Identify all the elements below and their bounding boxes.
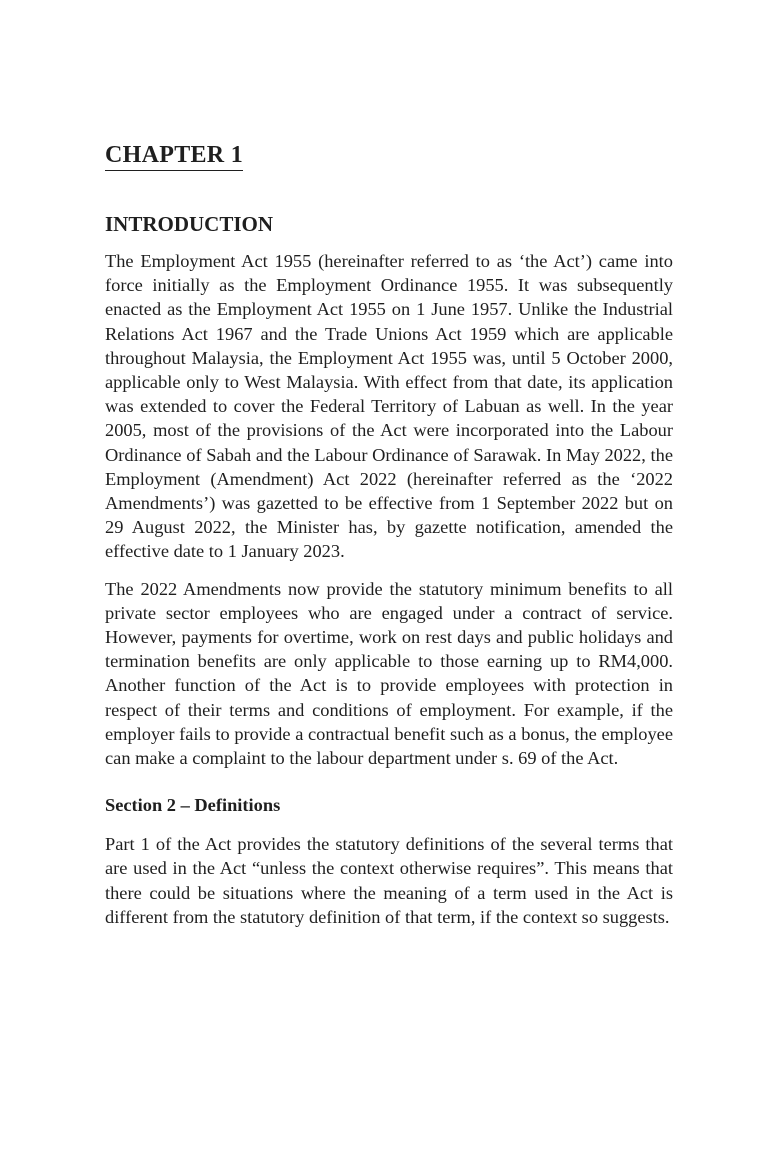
section-2-heading: Section 2 – Definitions [105,795,281,816]
section-2-paragraph-1: Part 1 of the Act provides the statutory definitions of the several terms that are used in the Act “unless the context otherwise requires”. This means that there could be situations where the meaning of a term used in the Act is different from the statutory definition of that term, if the context so suggests. [105,834,673,927]
document-page [105,140,673,942]
introduction-heading: INTRODUCTION [105,212,274,236]
introduction-paragraph-1: The Employment Act 1955 (hereinafter referred to as ‘the Act’) came into force initially as the Employment Ordinance 1955. It was subsequently enacted as the Employment Act 1955 on 1 June 1957. Unlike the Industrial Relations Act 1967 and the Trade Unions Act 1959 which are applicable throughout Malaysia, the Employment Act 1955 was, until 5 October 2000, applicable only to West Malaysia. With effect from that date, its application was extended to cover the Federal Territory of Labuan as well. In the year 2005, most of the provisions of the Act were incorporated into the Labour Ordinance of Sabah and the Labour Ordinance of Sarawak. In May 2022, the Employment (Amendment) Act 2022 (hereinafter referred as the ‘2022 Amendments’) was gazetted to be effective from 1 September 2022 but on 29 August 2022, the Minister has, by gazette notification, amended the effective date to 1 January 2023. [105,251,673,562]
chapter-title: CHAPTER 1 [105,140,243,171]
introduction-paragraph-2: The 2022 Amendments now provide the statutory minimum benefits to all private sector employees who are engaged under a contract of service. However, payments for overtime, work on rest days and public holidays and termination benefits are only applicable to those earning up to RM4,000. Another function of the Act is to provide employees with protection in respect of their terms and conditions of employment. For example, if the employer fails to provide a contractual benefit such as a bonus, the employee can make a complaint to the labour department under s. 69 of the Act. [105,578,673,769]
